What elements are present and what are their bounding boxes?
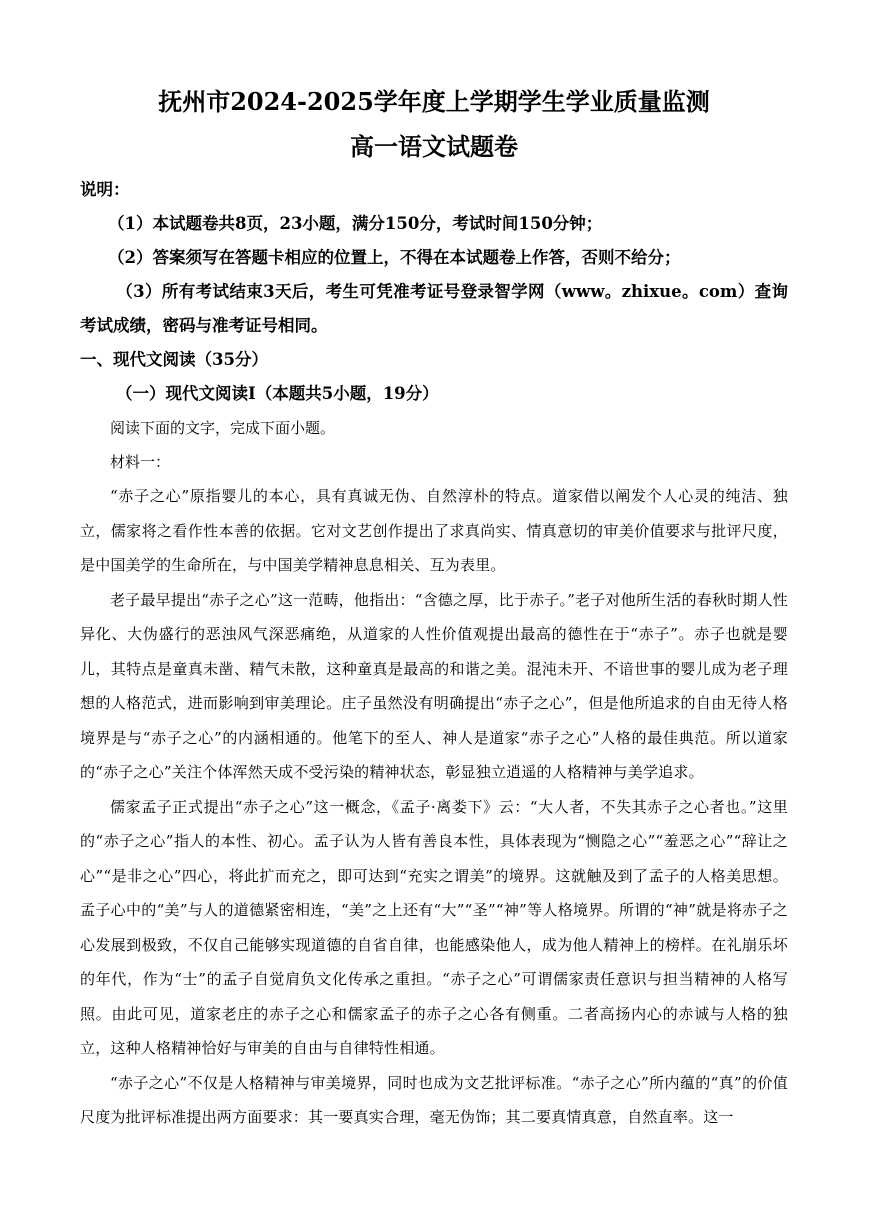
instruction-item-1: （1）本试题卷共8页，23小题，满分150分，考试时间150分钟； bbox=[108, 214, 603, 233]
instructions-label: 说明： bbox=[80, 180, 130, 199]
exam-title: 抚州市2024-2025学年度上学期学生学业质量监测 bbox=[158, 87, 710, 116]
section-subheading: （一）现代文阅读Ⅰ（本题共5小题，19分） bbox=[116, 384, 439, 403]
instructions bbox=[80, 173, 788, 343]
instruction-item-2: （2）答案须写在答题卡相应的位置上，不得在本试题卷上作答，否则不给分； bbox=[108, 248, 681, 267]
material-label: 材料一： bbox=[110, 453, 171, 471]
passage-paragraph-3: 儒家孟子正式提出“赤子之心”这一概念，《孟子·离娄下》云：“大人者，不失其赤子之心者也。”这里的“赤子之心”指人的本性、初心。孟子认为人皆有善良本性，具体表现为“恻隐之心”“羞恶之心”“辞让之心”“是非之心”四心，将此扩而充之，即可达到“充实之谓美”的境界。这就触及到了孟子的人格美思想。孟子心中的“美”与人的道德紧密相连，“美”之上还有“大”“圣”“神”等人格境界。所谓的“神”就是将赤子之心发展到极致，不仅自己能够实现道德的自省自律，也能感染他人，成为他人精神上的榜样。在礼崩乐坏的年代，作为“士”的孟子自觉肩负文化传承之重担。“赤子之心”可谓儒家责任意识与担当精神的人格写照。由此可见，道家老庄的赤子之心和儒家孟子的赤子之心各有侧重。二者高扬内心的赤诚与人格的独立，这种人格精神恰好与审美的自由与自律特性相通。 bbox=[80, 797, 788, 1057]
exam-subtitle: 高一语文试题卷 bbox=[350, 132, 518, 161]
reading-section bbox=[80, 343, 788, 1135]
instruction-item-3: （3）所有考试结束3天后，考生可凭准考证号登录智学网（www。zhixue。com）查询考试成绩，密码与准考证号相同。 bbox=[80, 282, 788, 335]
reading-prompt: 阅读下面的文字，完成下面小题。 bbox=[110, 419, 336, 437]
passage-paragraph-4: “赤子之心”不仅是人格精神与审美境界，同时也成为文艺批评标准。“赤子之心”所内蕴的“真”的价值尺度为批评标准提出两方面要求：其一要真实合理，毫无伪饰；其二要真情真意，自然直率。这一 bbox=[80, 1073, 788, 1126]
passage-paragraph-1: “赤子之心”原指婴儿的本心，具有真诚无伪、自然淳朴的特点。道家借以阐发个人心灵的纯洁、独立，儒家将之看作性本善的依据。它对文艺创作提出了求真尚实、情真意切的审美价值要求与批评尺度，是中国美学的生命所在，与中国美学精神息息相关、互为表里。 bbox=[80, 487, 788, 574]
section-heading: 一、现代文阅读（35分） bbox=[80, 350, 268, 369]
passage-paragraph-2: 老子最早提出“赤子之心”这一范畴，他指出：“含德之厚，比于赤子。”老子对他所生活的春秋时期人性异化、大伪盛行的恶浊风气深恶痛绝，从道家的人性价值观提出最高的德性在于“赤子”。赤子也就是婴儿，其特点是童真未凿、精气未散，这种童真是最高的和谐之美。混沌未开、不谙世事的婴儿成为老子理想的人格范式，进而影响到审美理论。庄子虽然没有明确提出“赤子之心”，但是他所追求的自由无待人格境界是与“赤子之心”的内涵相通的。他笔下的至人、神人是道家“赤子之心”人格的最佳典范。所以道家的“赤子之心”关注个体浑然天成不受污染的精神状态，彰显独立逍遥的人格精神与美学追求。 bbox=[80, 590, 788, 781]
